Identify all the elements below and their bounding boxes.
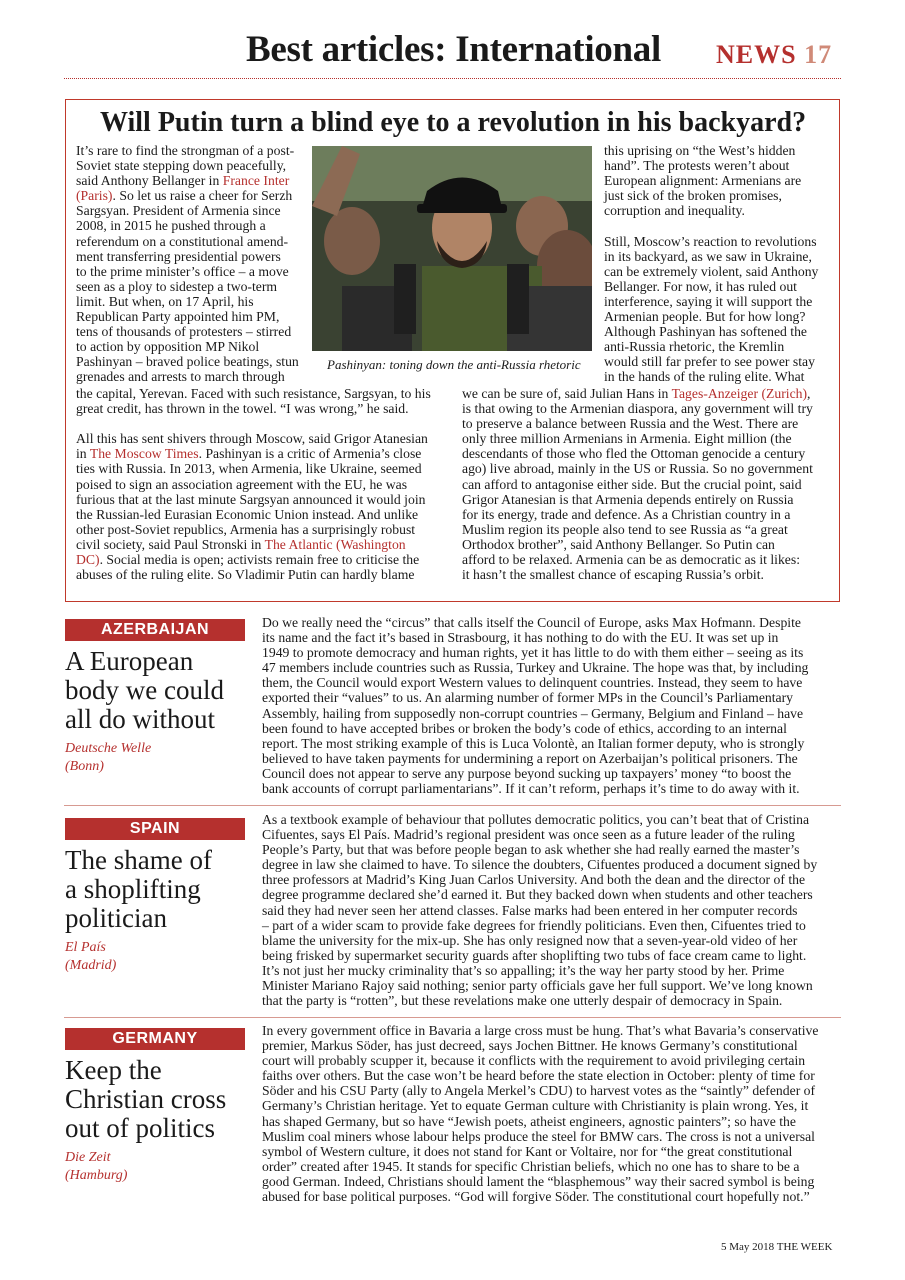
protest-photo-illustration xyxy=(312,146,592,351)
text-line: furious that at the last minute Sargsyan announced it would join xyxy=(76,491,426,507)
source-link[interactable]: Tages-Anzeiger (Zurich) xyxy=(671,386,808,401)
text-line: for its energy, trade and defence. As a Christian country in a xyxy=(462,506,791,522)
source-line: Deutsche Welle xyxy=(65,741,152,756)
text-line: degree programme declared she’d earned it. But they backed down when students and other teachers xyxy=(262,887,813,903)
text-line: Bellanger. For now, it has ruled out xyxy=(604,278,797,294)
text-line: in its backyard, as we saw in Ukraine, xyxy=(604,248,812,264)
text-line: its name and the fact it’s based in Strasbourg, it has nothing to do with the EU. It was set up in xyxy=(262,630,779,646)
text-line: European alignment: Armenians are xyxy=(604,173,802,189)
text-line: Although Pashinyan has softened the xyxy=(604,324,808,340)
text-line xyxy=(76,173,299,188)
text-line: report. The most striking example of this is Luca Volontè, an Italian former deputy, who is strongly xyxy=(262,735,805,751)
title-line: The shame of xyxy=(65,845,212,875)
text-line xyxy=(462,386,813,401)
text-line: corruption and inequality. xyxy=(604,203,745,219)
text-line: Söder and his CSU Party (ally to Angela Merkel’s CDU) to harvest votes as the “saintly” defender of xyxy=(262,1083,816,1099)
text-line: would still far prefer to see power stay xyxy=(604,354,815,370)
text-line-part: said Anthony Bellanger in xyxy=(76,173,223,189)
page-title: Best articles: International xyxy=(246,29,661,70)
category-tag-azerbaijan: AZERBAIJAN xyxy=(65,619,245,641)
text-line: In every government office in Bavaria a large cross must be hung. That’s what Bavaria’s conservative xyxy=(262,1023,819,1038)
text-line: can be extremely violent, said Anthony xyxy=(604,263,819,279)
text-line: hand”. The protests weren’t about xyxy=(604,158,790,174)
text-line: 47 members include countries such as Russia, Turkey and Ukraine. The hope was that, by including xyxy=(262,660,809,676)
text-line: ties with Russia. In 2013, when Armenia, like Ukraine, seemed xyxy=(76,461,422,477)
text-line: been found to have accepted bribes or broken the body’s code of ethics, according to an internal xyxy=(262,720,787,736)
text-line: Pashinyan – braved police beatings, stun xyxy=(76,354,299,370)
section-source xyxy=(65,740,151,776)
text-line: in the hands of the ruling elite. What xyxy=(604,369,805,385)
section-name: NEWS xyxy=(716,40,797,69)
text-line: it hasn’t the smallest chance of escaping Russia’s orbit. xyxy=(462,567,764,583)
section-title xyxy=(65,647,250,734)
title-line: a shoplifting xyxy=(65,874,201,904)
section-divider xyxy=(64,805,841,806)
text-line: three professors at Madrid’s King Juan Carlos University. And both the dean and the director of the xyxy=(262,872,806,888)
source-link[interactable]: (Paris) xyxy=(76,188,113,204)
title-line: A European xyxy=(65,646,194,676)
text-line: It’s rare to find the strongman of a post- xyxy=(76,143,295,158)
text-line: Cifuentes, says El País. Madrid’s regional president was once seen as a future leader of the ruling xyxy=(262,827,795,843)
photo-caption: Pashinyan: toning down the anti-Russia rhetoric xyxy=(327,357,581,372)
text-line: to the prime minister’s office – a move xyxy=(76,263,289,279)
section-divider xyxy=(64,1017,841,1018)
page-footer xyxy=(721,1241,832,1253)
text-line: Still, Moscow’s reaction to revolutions xyxy=(604,233,817,249)
section-body xyxy=(262,615,808,796)
text-line: ment transferring presidential powers xyxy=(76,248,281,264)
text-line: degree in law she claimed to have. To silence the doubters, Cifuentes produced a document signed by xyxy=(262,857,818,873)
text-line: just sick of the broken promises, xyxy=(604,188,782,204)
text-line: Council does not appear to serve any purpose beyond sucking up taxpayers’ money “to boost the xyxy=(262,765,792,781)
text-line: Armenian people. But for how long? xyxy=(604,309,806,325)
text-line-part: . So let us raise a cheer for Serzh xyxy=(112,188,293,204)
text-line: abused for base political purposes. “God will forgive Söder. The constitutional court hopefully not.” xyxy=(262,1189,810,1205)
source-link[interactable]: The Moscow Times xyxy=(89,446,199,462)
text-line-part: . Social media is open; activists remain free to criticise the xyxy=(99,552,420,568)
text-line-part: , xyxy=(807,386,811,401)
text-line: order” created after 1945. It stands for specific Christian beliefs, which no one has to share to be a xyxy=(262,1158,800,1174)
text-line: can afford to antagonise either side. But the crucial point, said xyxy=(462,476,802,492)
section-title xyxy=(65,1056,250,1143)
text-line: blame the university for the mix-up. She has only resigned now that a seven-year-old video of her xyxy=(262,932,798,948)
text-line: Grigor Atanesian is that Armenia depends entirely on Russia xyxy=(462,491,794,507)
text-line xyxy=(76,537,431,552)
text-line: Assembly, hailing from supposedly non-corrupt countries – Germany, Belgium and Finland – have xyxy=(262,705,804,721)
text-line: that the party is “rotten”, but these revelations make one utterly despair of democracy in Spain. xyxy=(262,993,783,1009)
text-line-part: in xyxy=(76,446,90,462)
text-line: It’s not just her mucky criminality that’s so appalling; it’s the way her party stood by her. Prime xyxy=(262,962,785,978)
text-line: only three million Armenians in Armenia. Eight million (the xyxy=(462,431,792,447)
text-line: to action by opposition MP Nikol xyxy=(76,339,260,355)
text-line: descendants of those who fled the Ottoman genocide a century xyxy=(462,446,806,462)
section-title xyxy=(65,846,250,933)
text-line: abuses of the ruling elite. So Vladimir Putin can hardly blame xyxy=(76,567,415,583)
section-source xyxy=(65,939,116,975)
text-line: this uprising on “the West’s hidden xyxy=(604,143,796,158)
main-left-column xyxy=(76,143,299,385)
title-line: Keep the xyxy=(65,1055,162,1085)
text-line: Soviet state stepping down peacefully, xyxy=(76,158,287,174)
source-line: (Hamburg) xyxy=(65,1168,128,1183)
text-line: People’s Party, but that was before people began to ask whether she had really earned the master’s xyxy=(262,842,800,858)
title-line: Christian cross xyxy=(65,1084,227,1114)
text-line: Republican Party appointed him PM, xyxy=(76,309,280,325)
text-line: Minister Mariano Rajoy said nothing; senior party officials gave her full support. We’ve long known xyxy=(262,978,813,994)
text-line-part: civil society, said Paul Stronski in xyxy=(76,536,265,552)
source-line: (Madrid) xyxy=(65,958,117,973)
main-headline: Will Putin turn a blind eye to a revolution in his backyard? xyxy=(100,107,807,138)
source-line: El País xyxy=(65,940,106,955)
text-line: seen as a ploy to sidestep a two-term xyxy=(76,278,278,294)
text-line: other post-Soviet republics, Armenia has a surprisingly robust xyxy=(76,521,416,537)
title-line: politician xyxy=(65,903,167,933)
text-line: the capital, Yerevan. Faced with such resistance, Sargsyan, to his xyxy=(76,386,431,401)
text-line: exported their “values” to us. An alarming number of former MPs in the Council’s Parliamentary xyxy=(262,690,794,706)
text-line: anti-Russia rhetoric, the Kremlin xyxy=(604,339,785,355)
text-line: Muslim region its people also tend to see Russia as “a great xyxy=(462,521,788,537)
page-number: 17 xyxy=(804,40,833,69)
main-right-column xyxy=(604,143,818,385)
header-divider xyxy=(64,78,841,79)
main-wide-right-column xyxy=(462,386,813,582)
source-line: (Bonn) xyxy=(65,759,104,774)
text-line: the Russian-led Eurasian Economic Union instead. And unlike xyxy=(76,506,419,522)
main-wide-left-column xyxy=(76,386,431,582)
source-link[interactable]: DC) xyxy=(76,552,100,568)
text-line: good German. Indeed, Christians should lament the “blasphemous” way their sacred symbol is being xyxy=(262,1173,815,1189)
text-line: symbol of Western culture, it does not stand for Kant or Voltaire, nor for “the great constitutional xyxy=(262,1143,793,1159)
text-line: Do we really need the “circus” that calls itself the Council of Europe, asks Max Hofmann. Despite xyxy=(262,615,801,630)
text-line: 2008, in 2015 he pushed through a xyxy=(76,218,266,234)
text-line: Orthodox brother”, said Anthony Bellanger. So Putin can xyxy=(462,536,775,552)
text-line: Muslim coal miners whose labour helps produce the steel for BMW cars. The cross is not a universal xyxy=(262,1128,815,1144)
text-line-part: we can be sure of, said Julian Hans in xyxy=(462,386,672,401)
text-line: – part of a wider scam to provide fake degrees for friendly politicians. Even then, Cifuentes tried to xyxy=(262,917,806,933)
text-line: faiths over others. But the case won’t be heard before the state election in October: plenty of time for xyxy=(262,1068,815,1084)
source-link[interactable]: France Inter xyxy=(222,173,290,189)
text-line: All this has sent shivers through Moscow, said Grigor Atanesian xyxy=(76,431,428,447)
text-line: premier, Markus Söder, has just decreed, says Jochen Bittner. He knows Germany’s constitutional xyxy=(262,1038,798,1054)
text-line: ago) live abroad, mainly in the US or Russia. So no government xyxy=(462,461,813,477)
text-line: Sargsyan. President of Armenia since xyxy=(76,203,281,219)
publication-name: THE WEEK xyxy=(776,1241,833,1253)
text-line: referendum on a constitutional amend- xyxy=(76,233,289,249)
source-link[interactable]: The Atlantic (Washington xyxy=(264,536,406,552)
title-line: body we could xyxy=(65,675,224,705)
text-line: is that owing to the Armenian diaspora, any government will try xyxy=(462,401,813,417)
text-line: great credit, has thrown in the towel. “I was wrong,” he said. xyxy=(76,401,409,417)
text-line: grenades and arrests to march through xyxy=(76,369,285,385)
article-photo xyxy=(312,146,592,351)
section-label xyxy=(716,40,832,70)
text-line xyxy=(76,446,431,461)
text-line: said they had never seen her attend classes. False marks had been entered in her computer records xyxy=(262,902,798,918)
text-line: court will probably scupper it, because it conflicts with the requirement to avoid privileging certain xyxy=(262,1053,806,1069)
title-line: all do without xyxy=(65,704,215,734)
text-line-part: . Pashinyan is a critic of Armenia’s close xyxy=(198,446,422,462)
text-line: interference, saying it will support the xyxy=(604,293,813,309)
text-line: being frisked by supermarket security guards after shoplifting two tubs of face cream came to light. xyxy=(262,947,807,963)
text-line xyxy=(76,552,431,567)
section-source xyxy=(65,1149,127,1185)
text-line: 1949 to promote democracy and human rights, yet it has little to do with them either – seeing as its xyxy=(262,645,804,661)
text-line: afford to be relaxed. Armenia can be as democratic as it likes: xyxy=(462,552,800,568)
text-line: limit. But when, on 17 April, his xyxy=(76,293,254,309)
section-body xyxy=(262,812,817,1008)
text-line: bank accounts of corrupt parliamentarians”. If it can’t reform, perhaps it’s time to do away with it. xyxy=(262,781,800,797)
text-line: Germany’s Christian heritage. Yet to equate German culture with Christianity is plain wrong. Yes, it xyxy=(262,1098,809,1114)
text-line: them, the Council would export Western values to delinquent countries. Instead, they seem to have xyxy=(262,675,803,691)
text-line: has shaped Germany, but so have “Jewish poets, atheist engineers, agnostic painters”; so have the xyxy=(262,1113,796,1129)
text-line: to preserve a balance between Russia and the West. There are xyxy=(462,416,799,432)
category-tag-germany: GERMANY xyxy=(65,1028,245,1050)
text-line: tens of thousands of protesters – stirred xyxy=(76,324,292,340)
text-line: believed to have taken payments for undermining a report on Azerbaijan’s political prisoners. The xyxy=(262,750,798,766)
text-line: As a textbook example of behaviour that pollutes democratic politics, you can’t beat that of Cristina xyxy=(262,812,810,827)
category-tag-spain: SPAIN xyxy=(65,818,245,840)
source-line: Die Zeit xyxy=(65,1150,111,1165)
text-line: poised to sign an association agreement with the EU, he was xyxy=(76,476,408,492)
section-body xyxy=(262,1023,818,1204)
text-line xyxy=(76,188,299,203)
title-line: out of politics xyxy=(65,1113,215,1143)
issue-date: 5 May 2018 xyxy=(721,1241,775,1253)
